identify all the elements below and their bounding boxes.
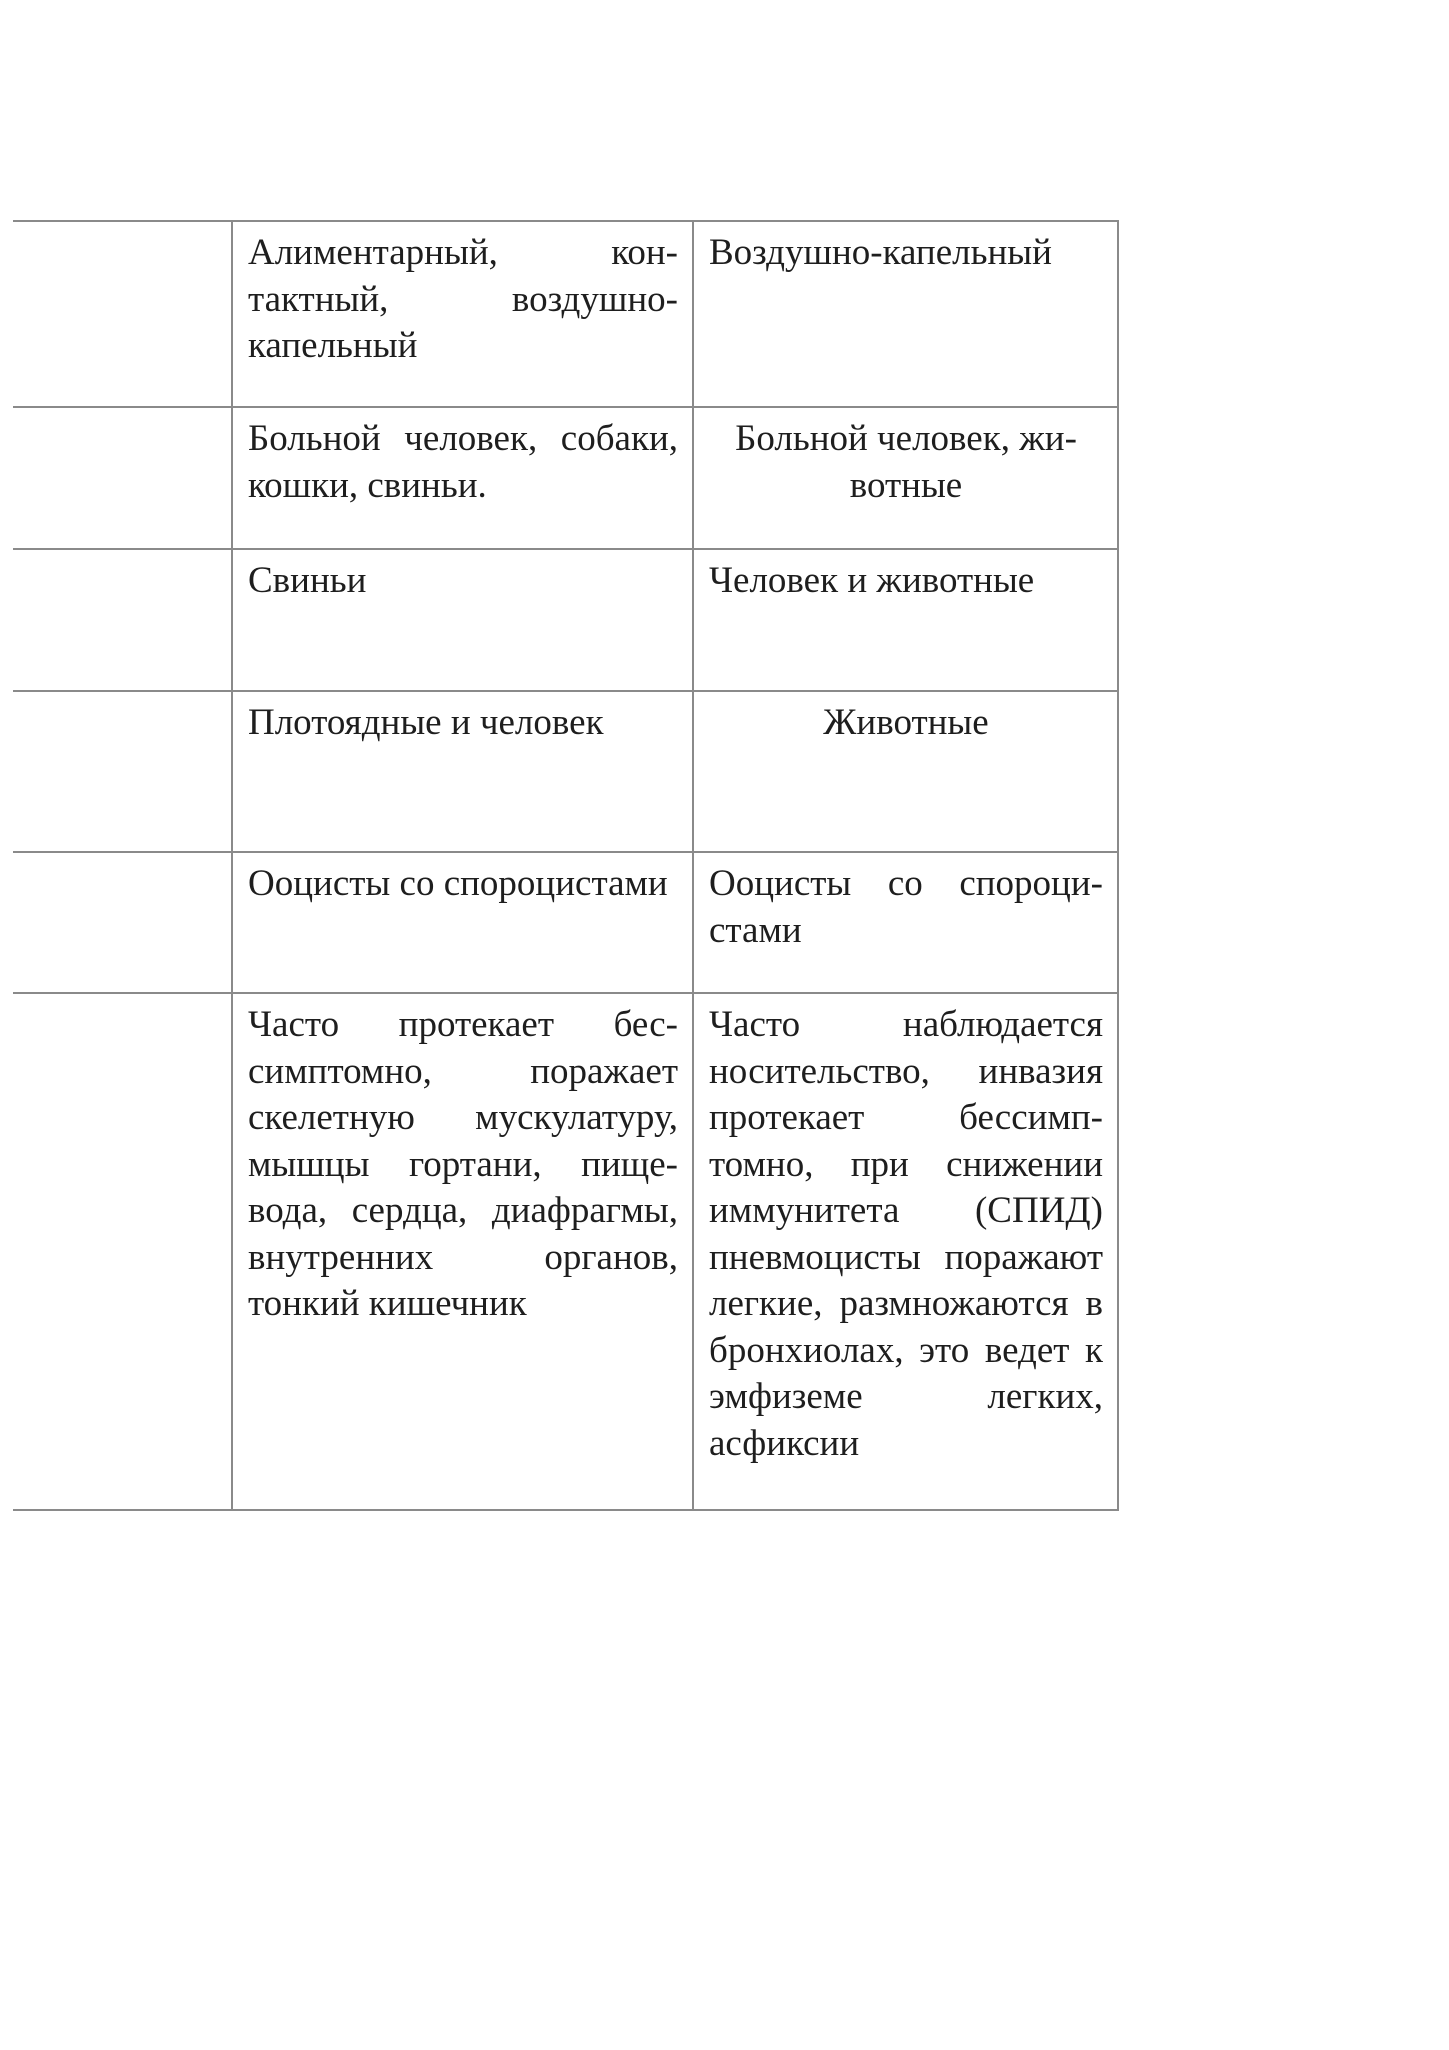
row-label-cell — [13, 993, 232, 1510]
cell-invasive-stage-1: Ооцисты со спороцистами — [232, 852, 693, 993]
cell-host-1: Свиньи — [232, 549, 693, 691]
row-label-cell — [13, 691, 232, 852]
table-row — [13, 221, 1118, 407]
row-label-cell — [13, 549, 232, 691]
cell-invasive-stage-2: Ооцисты со спороцистами — [693, 852, 1118, 993]
cell-definitive-host-2: Животные — [693, 691, 1118, 852]
row-label-cell — [13, 221, 232, 407]
table-row — [13, 691, 1118, 852]
cell-clinical-course-1: Часто протекает бессимптомно, поражает скелетную мускулатуру, мышцы гортани, пищевода, сердца, диафрагмы, внутренних органов, тонкий кишечник — [232, 993, 693, 1510]
table-row — [13, 993, 1118, 1510]
row-label-cell — [13, 852, 232, 993]
cell-host-2: Человек и животные — [693, 549, 1118, 691]
cell-infection-source-1: Больной человек, собаки, кошки, свиньи. — [232, 407, 693, 549]
cell-transmission-route-1: Алиментарный, контактный, воздушно-капельный — [232, 221, 693, 407]
cell-infection-source-2: Больной человек, животные — [693, 407, 1118, 549]
cell-transmission-route-2: Воздушно-капельный — [693, 221, 1118, 407]
cell-clinical-course-2: Часто наблюдается носительство, инвазия протекает бессимптомно, при снижении иммунитета (СПИД) пневмоцисты поражают легкие, размножаются в бронхиолах, это ведет к эмфиземе легких, асфиксии — [693, 993, 1118, 1510]
table-row — [13, 549, 1118, 691]
table-row — [13, 407, 1118, 549]
table-row — [13, 852, 1118, 993]
row-label-cell — [13, 407, 232, 549]
comparison-table — [13, 220, 1119, 1511]
cell-definitive-host-1: Плотоядные и человек — [232, 691, 693, 852]
